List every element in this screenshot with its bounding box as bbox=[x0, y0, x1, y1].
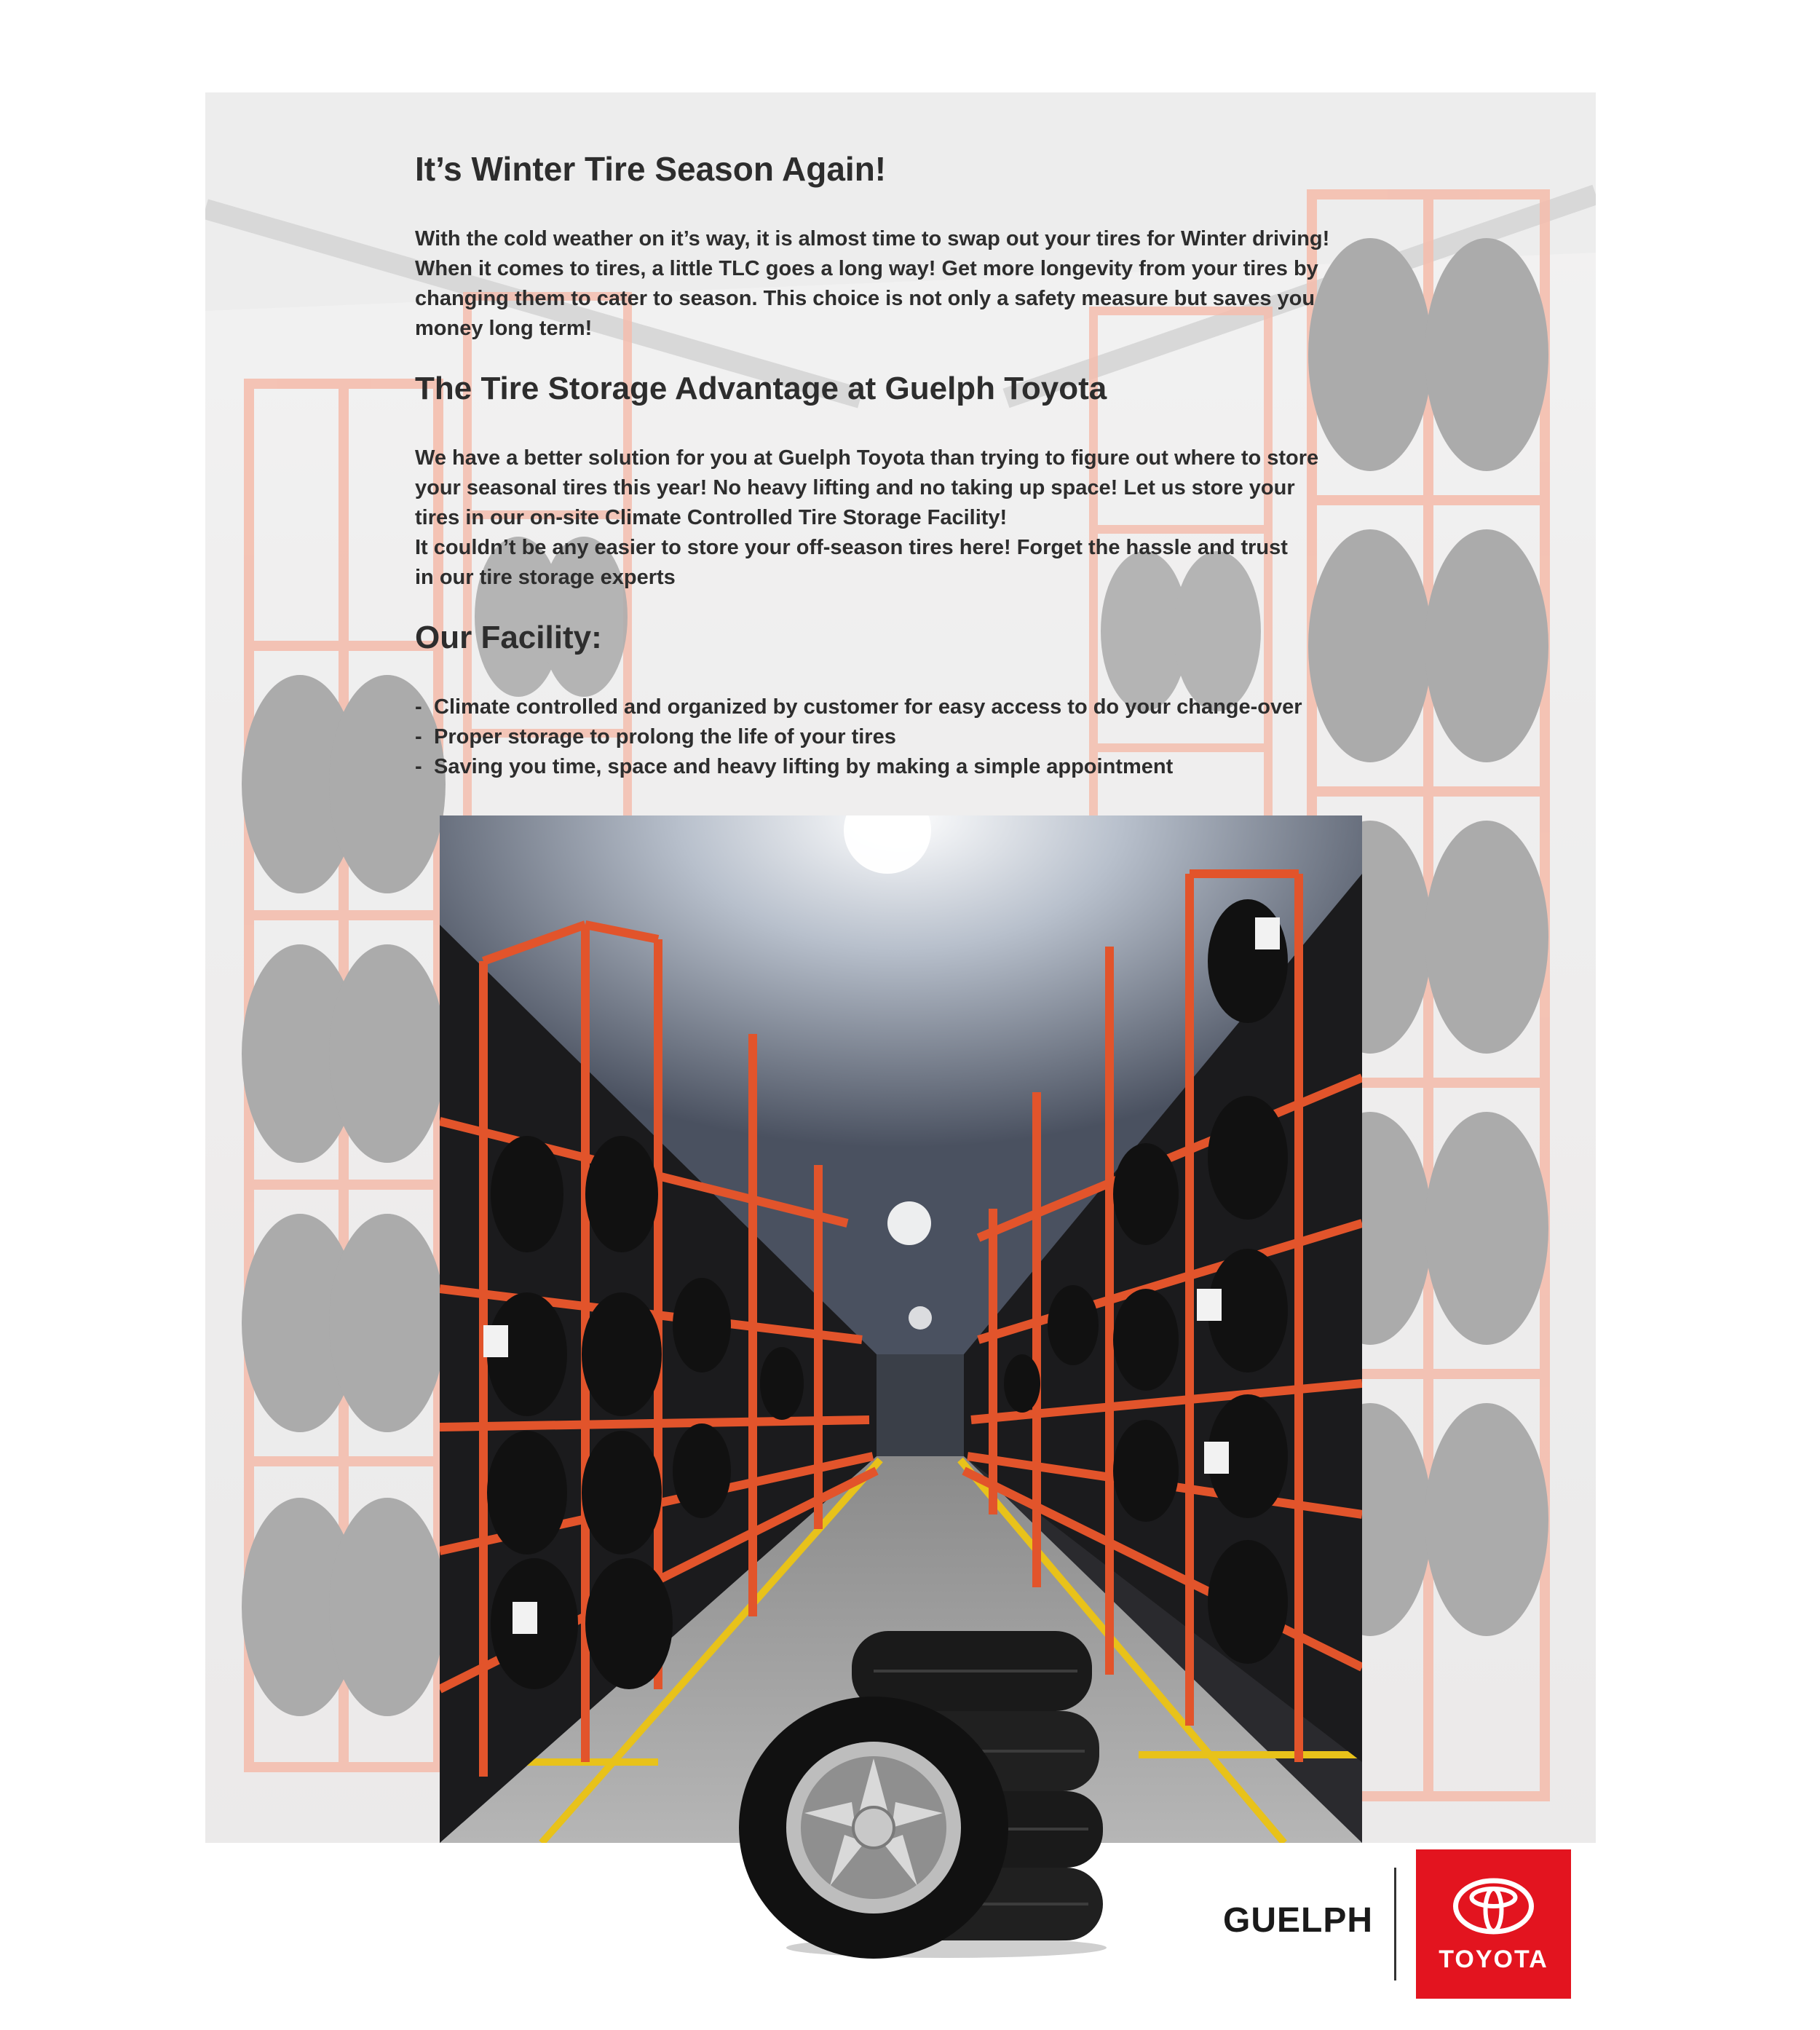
advantage-heading: The Tire Storage Advantage at Guelph Toyota bbox=[415, 371, 1107, 407]
intro-paragraph: With the cold weather on it’s way, it is almost time to swap out your tires for Winter driving! When it comes to tires, a little TLC goes a long way! Get more longevity from your tires by changing them to cater to season. This choice is not only a safety measure but saves you money long term! bbox=[415, 227, 1330, 341]
facility-list-item: - Proper storage to prolong the life of your tires bbox=[415, 722, 1456, 752]
tire-stack-graphic bbox=[728, 1616, 1121, 1959]
dealer-name: GUELPH bbox=[1223, 1901, 1374, 1940]
toyota-emblem-icon bbox=[1452, 1877, 1535, 1935]
facility-list-item: - Climate controlled and organized by customer for easy access to do your change-over bbox=[415, 692, 1456, 722]
facility-list-item: - Saving you time, space and heavy lifting by making a simple appointment bbox=[415, 752, 1456, 782]
bullet-marker: - bbox=[415, 724, 422, 749]
logo-divider bbox=[1394, 1868, 1396, 1980]
article-content bbox=[415, 149, 1456, 782]
advantage-paragraph: We have a better solution for you at Guelph Toyota than trying to figure out where to store your seasonal tires this year! No heavy lifting and no taking up space! Let us store your tires in our on-site Climate Controlled Tire Storage Facility! It couldn’t be any easier to store your off-season tires here! Forget the hassle and trust in our tire storage experts bbox=[415, 446, 1319, 589]
toyota-logo bbox=[1416, 1849, 1571, 1999]
brand-name: TOYOTA bbox=[1439, 1946, 1548, 1973]
tire-stack-image bbox=[728, 1616, 1121, 1959]
bullet-marker: - bbox=[415, 754, 422, 778]
bullet-marker: - bbox=[415, 695, 422, 719]
facility-list bbox=[415, 692, 1456, 782]
facility-heading: Our Facility: bbox=[415, 619, 602, 655]
headline: It’s Winter Tire Season Again! bbox=[415, 150, 887, 188]
